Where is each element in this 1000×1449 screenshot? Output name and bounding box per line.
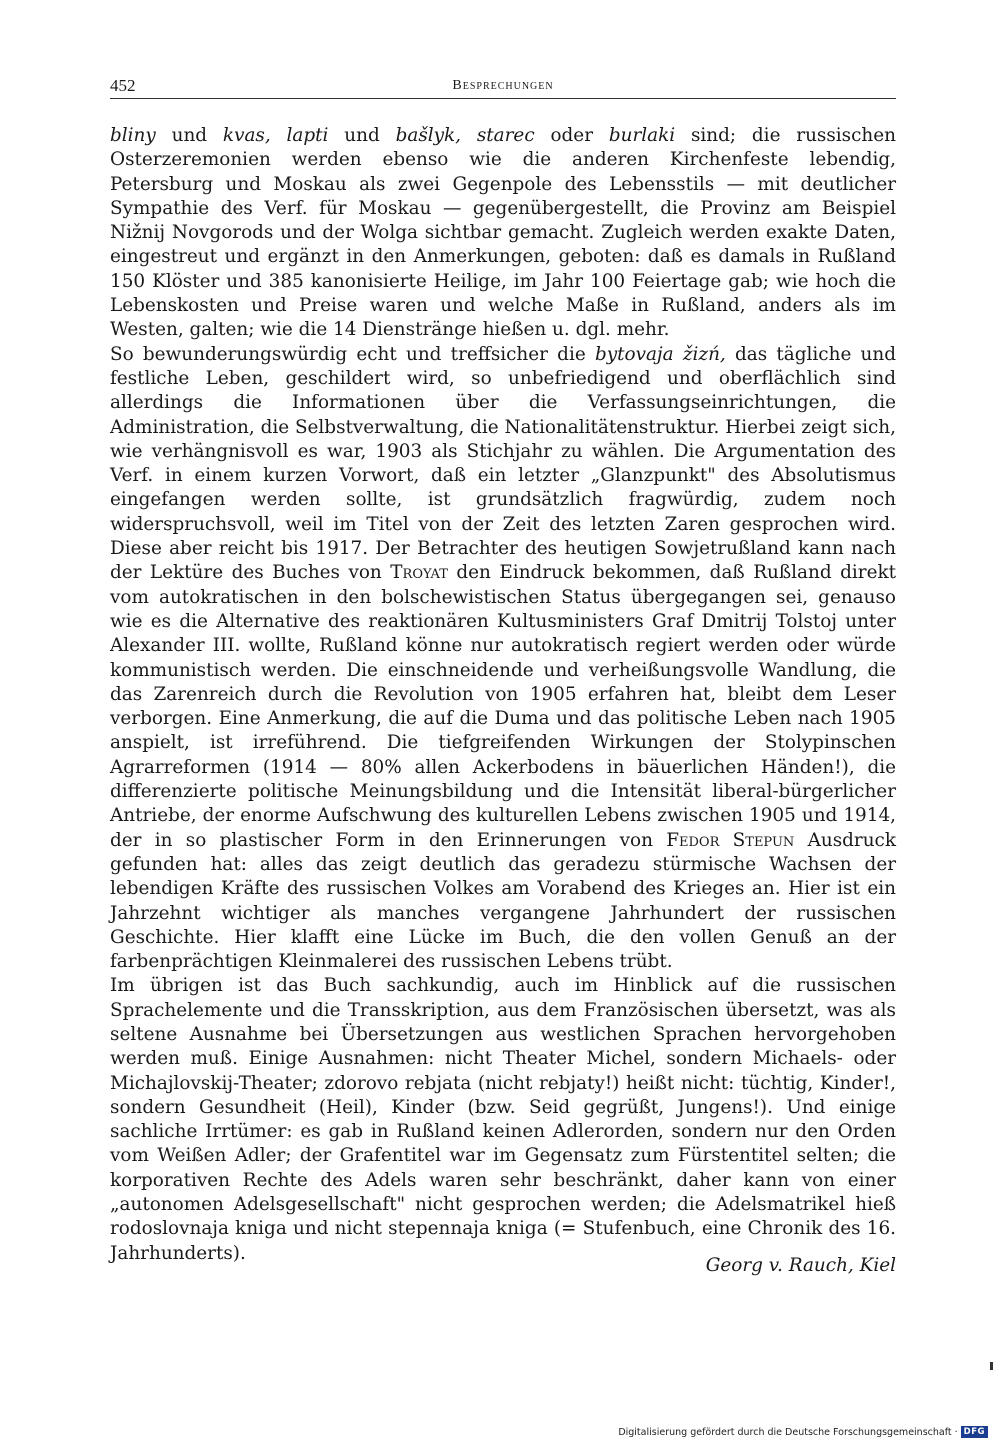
italic-term: bytovaja žizń, <box>594 343 726 365</box>
separator-dot: · <box>954 1426 958 1438</box>
text-run: den Eindruck bekommen, daß Rußland direkt vom autokratischen in den bolschewistischen Status übergegangen sei, genauso wie es die Alternative des reaktionären Kultusministers Graf Dmitrij Tolstoj unter Alexander III. wollte, Rußland könne nur autokratisch regiert werden oder würde kommunistisch werden. Die einschneidende und verheißungsvolle Wandlung, die das Zarenreich durch die Revolution von 1905 erfahren hat, bleibt dem Leser verborgen. Eine Anmerkung, die auf die Duma und das politische Leben nach 1905 anspielt, ist irreführend. Die tiefgreifenden Wirkungen der Stolypinschen Agrarreformen (1914 — 80% allen Ackerbodens in bäuerlichen Händen!), die differenzierte politische Meinungsbildung und die Intensität liberal-bürgerlicher Antriebe, der enorme Aufschwung des kulturellen Lebens zwischen 1905 und 1914, der in so plastischer Form in den Erinnerungen von <box>110 562 896 851</box>
paragraph <box>110 974 896 1266</box>
author-name: Fedor Stepun <box>666 829 795 851</box>
text-run: Ausdruck gefunden hat: alles das zeigt deutlich das geradezu stürmische Wachsen der lebendigen Kräfte des russischen Volkes am Vorabend des Krieges an. Hier ist ein Jahrzehnt wichtiger als manches vergangene Jahrhundert der russischen Geschichte. Hier klafft eine Lücke im Buch, die den vollen Genuß an der farbenprächtigen Kleinmalerei des russischen Lebens trübt. <box>110 829 896 973</box>
page-footer <box>618 1425 988 1439</box>
paragraph <box>110 124 896 343</box>
text-run: So bewunderungswürdig echt und treffsicher die <box>110 343 595 365</box>
text-run: und <box>155 125 223 146</box>
author-name: Troyat <box>390 562 448 584</box>
page-header <box>110 74 896 99</box>
text-run: das tägliche und festliche Leben, geschildert wird, so unbefriedigend und oberflächlich sind allerdings die Informationen über die Verfassungseinrichtungen, die Administration, die Selbstverwaltung, die Nationalitätenstruktur. Hierbei zeigt sich, wie verhängnisvoll es war, 1903 als Stichjahr zu wählen. Die Argumentation des Verf. in einem kurzen Vorwort, daß ein letzter „Glanzpunkt" des Absolutismus eingefangen werden sollte, ist grundsätzlich fragwürdig, zudem noch widerspruchsvoll, weil im Titel von der Zeit des letzten Zaren gesprochen wird. Diese aber reicht bis 1917. Der Betrachter des heutigen Sowjetrußland kann nach der Lektüre des Buches von <box>110 343 897 584</box>
text-run: sind; die russischen Osterzeremonien werden ebenso wie die anderen Kirchenfeste lebendig, Petersburg und Moskau als zwei Gegenpole des Lebensstils — mit deutlicher Sympathie des Verf. für Moskau — gegenübergestellt, die Provinz am Beispiel Nižnij Novgorods und der Wolga sichtbar gemacht. Zugleich werden exakte Daten, eingestreut und ergänzt in den Anmerkungen, geboten: daß es damals in Rußland 150 Klöster und 385 kanonisierte Heilige, im Jahr 100 Feiertage gab; wie hoch die Lebenskosten und Preise waren und welche Maße in Rußland, anders als im Westen, galten; wie die 14 Dienstränge hießen u. dgl. mehr. <box>110 125 896 341</box>
text-run: und <box>328 125 396 146</box>
italic-term: burlaki <box>608 125 676 146</box>
signature-block <box>110 1250 896 1280</box>
italic-term: bašlyk, starec <box>395 125 535 146</box>
italic-term: kvas, lapti <box>222 125 329 146</box>
running-title: Besprechungen <box>452 78 554 93</box>
italic-term: bliny <box>110 125 156 146</box>
reviewer-signature: Georg v. Rauch, Kiel <box>705 1255 896 1276</box>
funding-note: Digitalisierung gefördert durch die Deutsche Forschungsgemeinschaft <box>618 1426 952 1438</box>
paragraph <box>110 343 896 975</box>
dfg-logo-icon: DFG <box>961 1426 988 1438</box>
margin-mark <box>990 1362 993 1370</box>
text-run: oder <box>534 125 609 146</box>
page-number: 452 <box>110 76 136 95</box>
article-body <box>110 124 896 1266</box>
text-run: Im übrigen ist das Buch sachkundig, auch im Hinblick auf die russischen Sprachelemente und die Transskription, aus dem Französischen übersetzt, was als seltene Ausnahme bei Übersetzungen aus westlichen Sprachen hervorgehoben werden muß. Einige Ausnahmen: nicht Theater Michel, sondern Michaels- oder Michajlovskij-Theater; zdorovo rebjata (nicht rebjaty!) heißt nicht: tüchtig, Kinder!, sondern Gesundheit (Heil), Kinder (bzw. Seid gegrüßt, Jungens!). Und einige sachliche Irrtümer: es gab in Rußland keinen Adlerorden, sondern nur den Orden vom Weißen Adler; der Grafentitel war im Gegensatz zum Fürstentitel selten; die korporativen Rechte des Adels waren sehr beschränkt, daher kann von einer „autonomen Adelsgesellschaft" nicht gesprochen werden; die Adelsmatrikel hieß rodoslovnaja kniga und nicht stepennaja kniga (= Stufenbuch, eine Chronik des 16. Jahrhunderts). <box>110 975 896 1264</box>
